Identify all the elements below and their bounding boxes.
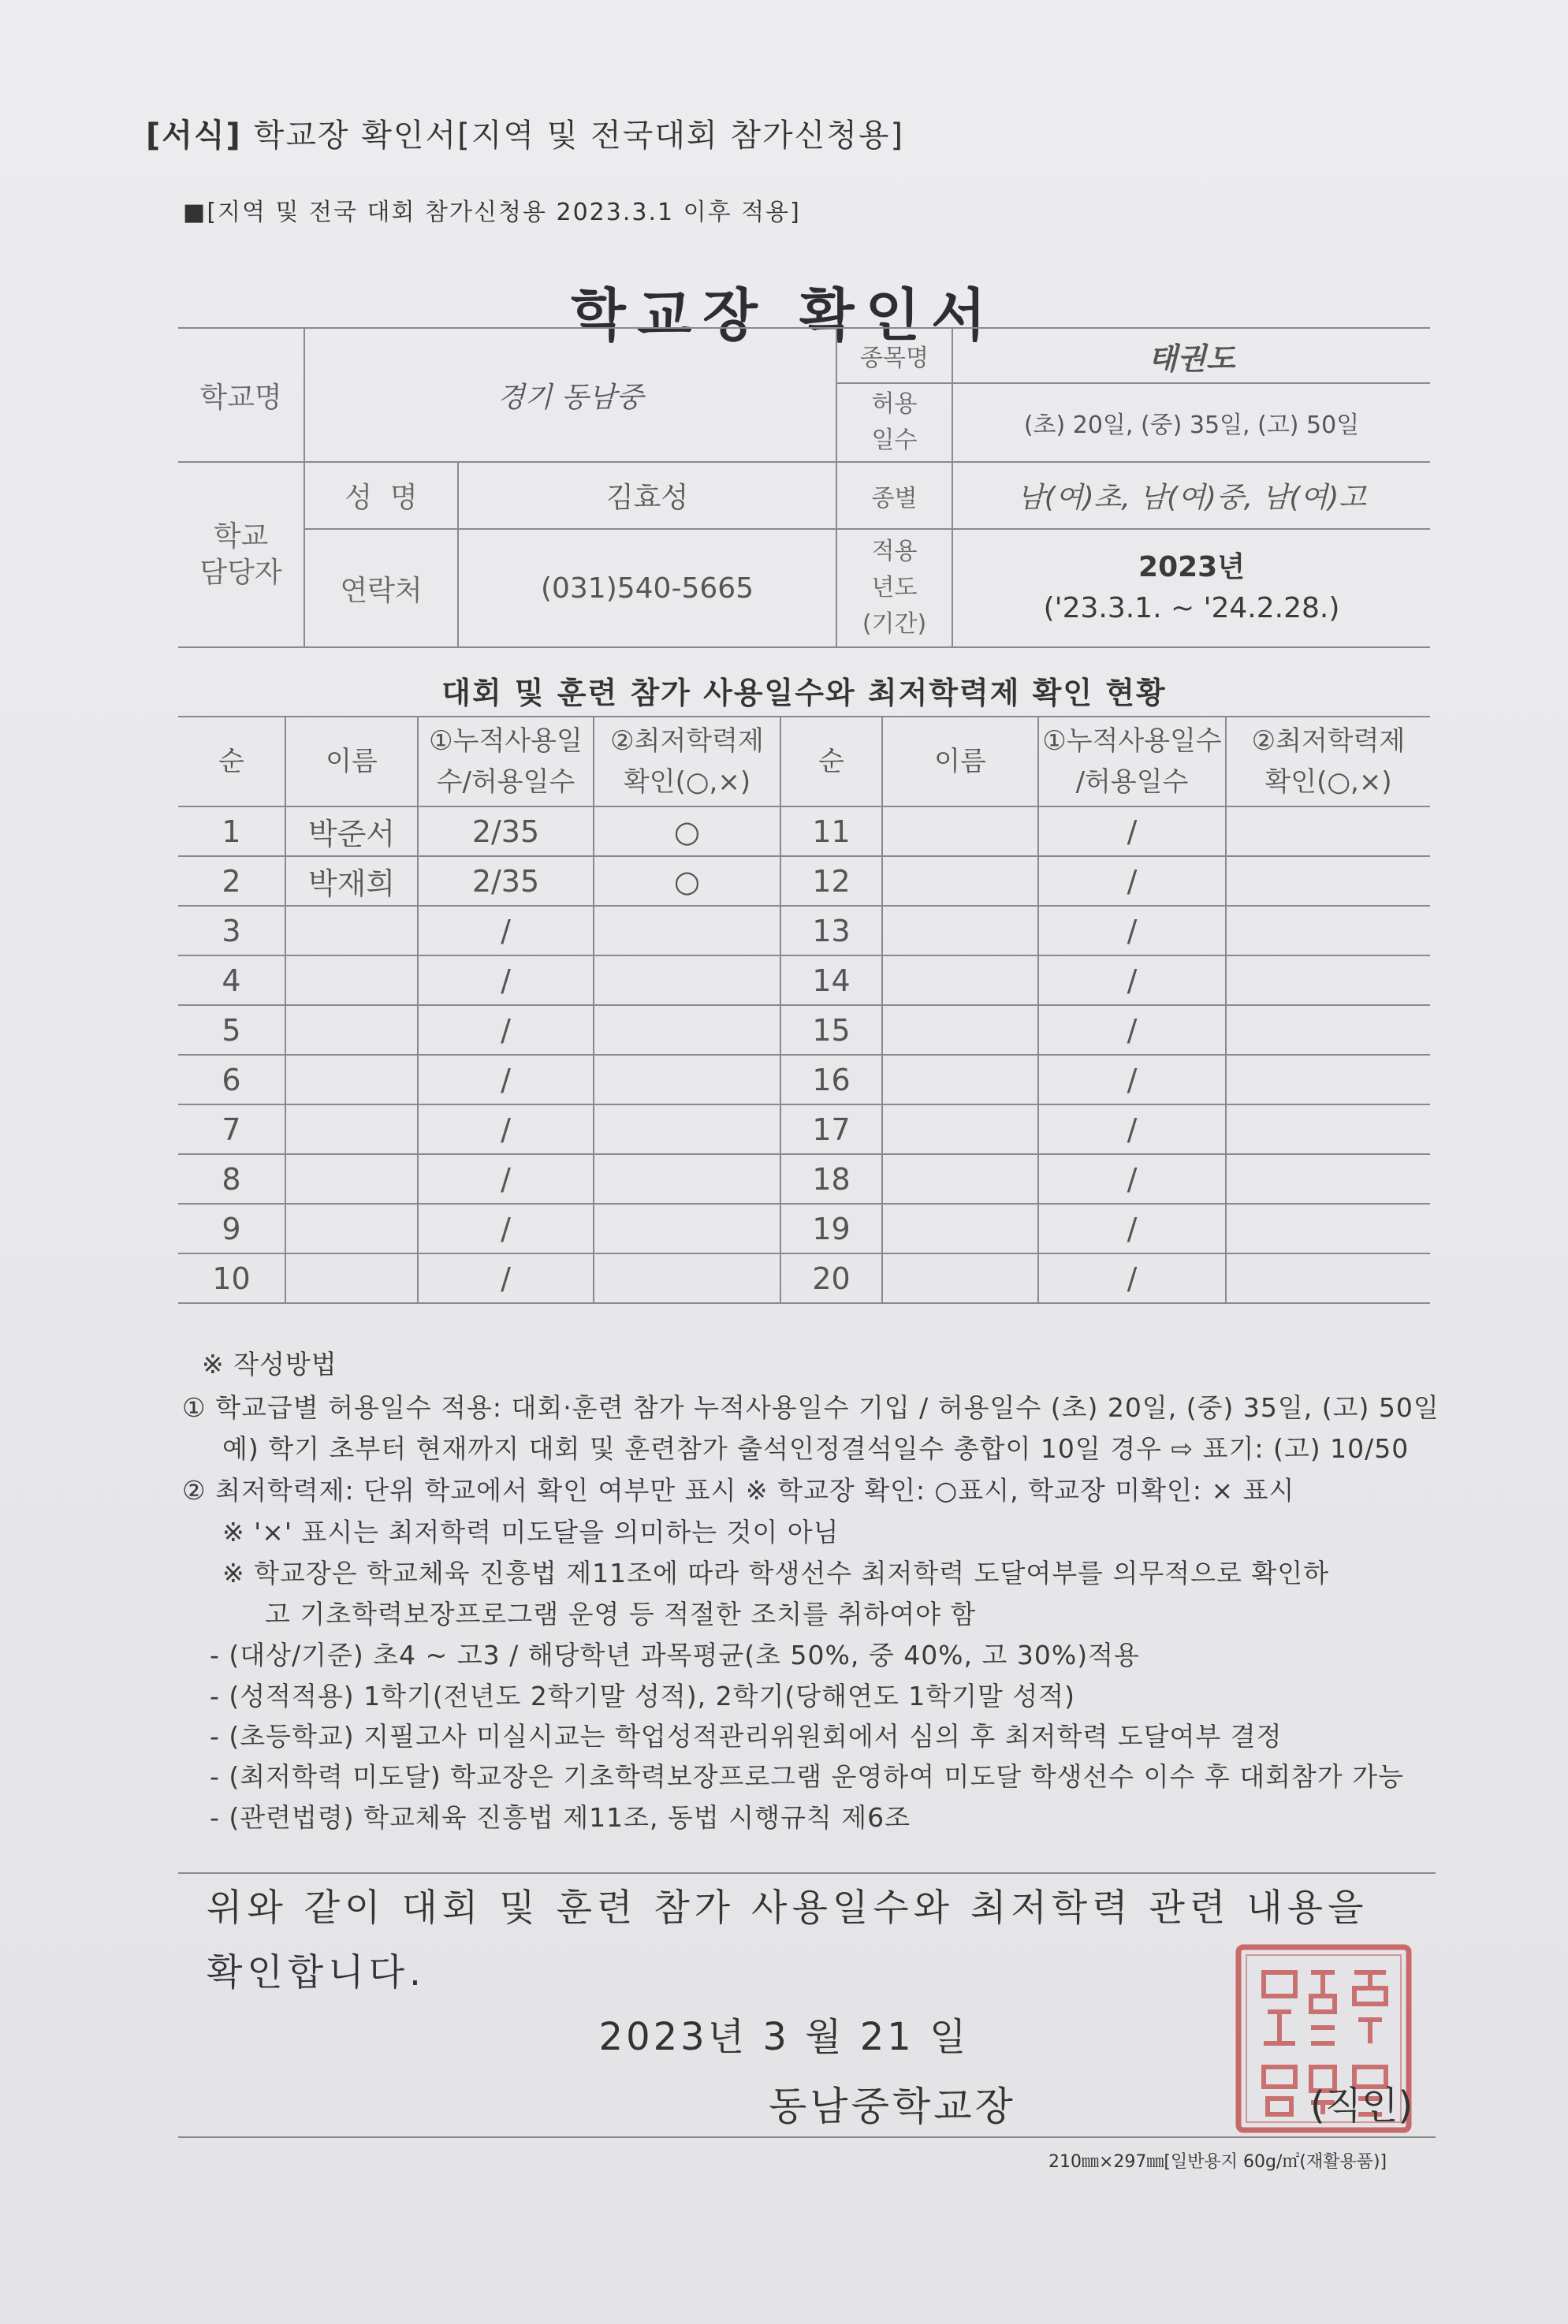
row-check bbox=[594, 906, 780, 955]
row-name bbox=[882, 955, 1038, 1005]
table-row bbox=[178, 1055, 1430, 1104]
row-days: / bbox=[1038, 1204, 1226, 1253]
row-no: 17 bbox=[780, 1104, 882, 1154]
status-table bbox=[178, 716, 1430, 1304]
signer: 동남중학교장 bbox=[769, 2084, 1016, 2129]
row-name bbox=[285, 1005, 418, 1055]
row-name bbox=[882, 1005, 1038, 1055]
table-row bbox=[178, 1154, 1430, 1204]
row-no: 11 bbox=[780, 806, 882, 856]
name-label: 성 명 bbox=[304, 462, 458, 529]
row-check bbox=[594, 955, 780, 1005]
sport-label: 종목명 bbox=[836, 328, 952, 383]
row-days: / bbox=[418, 1154, 594, 1204]
apply-year-value bbox=[952, 529, 1430, 647]
note-line: - (대상/기준) 초4 ~ 고3 / 해당학년 과목평균(초 50%, 중 40%, 고 30%)적용 bbox=[210, 1640, 1140, 1670]
note-line: ※ 학교장은 학교체육 진흥법 제11조에 따라 학생선수 최저학력 도달여부를 의무적으로 확인하 bbox=[222, 1558, 1330, 1588]
table-row bbox=[178, 806, 1430, 856]
row-days: / bbox=[418, 1204, 594, 1253]
row-check bbox=[594, 1055, 780, 1104]
row-no: 10 bbox=[178, 1253, 285, 1303]
gender-value: 남(여)초, 남(여)중, 남(여)고 bbox=[952, 462, 1430, 529]
paper-spec: 210㎜×297㎜[일반용지 60g/㎡(재활용품)] bbox=[1048, 2152, 1387, 2172]
note-line: ※ '×' 표시는 최저학력 미도달을 의미하는 것이 아님 bbox=[222, 1517, 840, 1547]
row-no: 16 bbox=[780, 1055, 882, 1104]
form-bracket: [서식] bbox=[146, 117, 242, 154]
note-line: 고 기초학력보장프로그램 운영 등 적절한 조치를 취하여야 함 bbox=[265, 1599, 977, 1629]
allowed-days-value: (초) 20일, (중) 35일, (고) 50일 bbox=[952, 383, 1430, 462]
col-days-left: ①누적사용일 수/허용일수 bbox=[418, 717, 594, 806]
row-name bbox=[882, 1154, 1038, 1204]
row-no: 13 bbox=[780, 906, 882, 955]
row-days: / bbox=[1038, 1253, 1226, 1303]
status-title: 대회 및 훈련 참가 사용일수와 최저학력제 확인 현황 bbox=[441, 676, 1167, 710]
row-check bbox=[594, 1204, 780, 1253]
contact-label: 연락처 bbox=[304, 529, 458, 647]
row-no: 3 bbox=[178, 906, 285, 955]
table-row bbox=[178, 1253, 1430, 1303]
row-check bbox=[594, 1154, 780, 1204]
row-check bbox=[1226, 1104, 1430, 1154]
row-days: / bbox=[418, 1253, 594, 1303]
form-title: 학교장 확인서[지역 및 전국대회 참가신청용] bbox=[253, 117, 905, 154]
row-days: / bbox=[1038, 1005, 1226, 1055]
col-no-left: 순 bbox=[178, 717, 285, 806]
contact-value: (031)540-5665 bbox=[458, 529, 836, 647]
manager-label: 학교 담당자 bbox=[178, 462, 304, 647]
row-no: 15 bbox=[780, 1005, 882, 1055]
row-no: 18 bbox=[780, 1154, 882, 1204]
confirm-date: 2023년 3 월 21 일 bbox=[598, 2015, 970, 2059]
row-name bbox=[285, 955, 418, 1005]
row-no: 12 bbox=[780, 856, 882, 906]
row-check: ○ bbox=[594, 856, 780, 906]
row-check bbox=[1226, 1055, 1430, 1104]
row-name bbox=[882, 906, 1038, 955]
row-no: 4 bbox=[178, 955, 285, 1005]
row-name bbox=[882, 806, 1038, 856]
note-line: ② 최저학력제: 단위 학교에서 확인 여부만 표시 ※ 학교장 확인: ○표시, 학교장 미확인: × 표시 bbox=[182, 1475, 1295, 1506]
col-no-right: 순 bbox=[780, 717, 882, 806]
row-check bbox=[1226, 806, 1430, 856]
note-line: 예) 학기 초부터 현재까지 대회 및 훈련참가 출석인정결석일수 총합이 10일 경우 ⇨ 표기: (고) 10/50 bbox=[222, 1433, 1410, 1464]
allowed-days-label: 허용 일수 bbox=[836, 383, 952, 462]
row-no: 2 bbox=[178, 856, 285, 906]
table-row bbox=[178, 856, 1430, 906]
row-check bbox=[1226, 1253, 1430, 1303]
row-no: 8 bbox=[178, 1154, 285, 1204]
name-value: 김효성 bbox=[458, 462, 836, 529]
row-no: 19 bbox=[780, 1204, 882, 1253]
row-days: / bbox=[418, 906, 594, 955]
table-row bbox=[178, 906, 1430, 955]
row-name bbox=[285, 1104, 418, 1154]
row-check bbox=[594, 1005, 780, 1055]
row-days: / bbox=[1038, 1154, 1226, 1204]
row-no: 1 bbox=[178, 806, 285, 856]
confirm-text: 위와 같이 대회 및 훈련 참가 사용일수와 최저학력 관련 내용을 확인합니다. bbox=[207, 1886, 1369, 1994]
note-line: - (관련법령) 학교체육 진흥법 제11조, 동법 시행규칙 제6조 bbox=[210, 1802, 911, 1833]
seal-note: (직인) bbox=[1310, 2084, 1413, 2128]
divider-top bbox=[178, 1872, 1436, 1874]
col-check-right: ②최저학력제 확인(○,×) bbox=[1226, 717, 1430, 806]
divider-bottom bbox=[178, 2136, 1436, 2138]
row-check bbox=[1226, 906, 1430, 955]
row-no: 20 bbox=[780, 1253, 882, 1303]
row-days: / bbox=[1038, 856, 1226, 906]
row-days: / bbox=[418, 1104, 594, 1154]
row-check bbox=[1226, 1154, 1430, 1204]
row-no: 9 bbox=[178, 1204, 285, 1253]
row-check bbox=[1226, 1204, 1430, 1253]
row-no: 7 bbox=[178, 1104, 285, 1154]
row-check bbox=[1226, 955, 1430, 1005]
table-row bbox=[178, 1204, 1430, 1253]
row-days: / bbox=[418, 955, 594, 1005]
row-name bbox=[882, 1104, 1038, 1154]
row-no: 5 bbox=[178, 1005, 285, 1055]
col-check-left: ②최저학력제 확인(○,×) bbox=[594, 717, 780, 806]
school-label: 학교명 bbox=[178, 328, 304, 462]
note-line: - (최저학력 미도달) 학교장은 기초학력보장프로그램 운영하여 미도달 학생선수 이수 후 대회참가 가능 bbox=[210, 1761, 1405, 1792]
info-table bbox=[178, 327, 1430, 648]
row-no: 14 bbox=[780, 955, 882, 1005]
row-days: / bbox=[1038, 806, 1226, 856]
school-value: 경기 동남중 bbox=[304, 328, 836, 462]
row-name bbox=[285, 1154, 418, 1204]
row-days: / bbox=[1038, 1055, 1226, 1104]
row-name bbox=[285, 1204, 418, 1253]
document-title: 학교장 확인서 bbox=[571, 282, 997, 348]
note-line: ① 학교급별 허용일수 적용: 대회·훈련 참가 누적사용일수 기입 / 허용일수 (초) 20일, (중) 35일, (고) 50일 bbox=[182, 1392, 1440, 1423]
row-days: 2/35 bbox=[418, 856, 594, 906]
note-line: - (성적적용) 1학기(전년도 2학기말 성적), 2학기(당해연도 1학기말 성적) bbox=[210, 1681, 1076, 1711]
row-days: 2/35 bbox=[418, 806, 594, 856]
row-name bbox=[882, 856, 1038, 906]
row-check bbox=[1226, 856, 1430, 906]
table-row bbox=[178, 1005, 1430, 1055]
table-row bbox=[178, 955, 1430, 1005]
row-days: / bbox=[1038, 955, 1226, 1005]
form-tag bbox=[146, 110, 904, 155]
col-days-right: ①누적사용일수 /허용일수 bbox=[1038, 717, 1226, 806]
gender-label: 종별 bbox=[836, 462, 952, 529]
row-name: 박재희 bbox=[285, 856, 418, 906]
row-days: / bbox=[1038, 1104, 1226, 1154]
row-days: / bbox=[1038, 906, 1226, 955]
row-days: / bbox=[418, 1005, 594, 1055]
row-check bbox=[594, 1104, 780, 1154]
row-name bbox=[882, 1253, 1038, 1303]
row-name bbox=[882, 1204, 1038, 1253]
row-no: 6 bbox=[178, 1055, 285, 1104]
row-name bbox=[285, 906, 418, 955]
col-name-right: 이름 bbox=[882, 717, 1038, 806]
apply-year: 2023년 bbox=[1138, 551, 1245, 583]
row-name: 박준서 bbox=[285, 806, 418, 856]
row-check bbox=[594, 1253, 780, 1303]
apply-year-label: 적용 년도 (기간) bbox=[836, 529, 952, 647]
row-days: / bbox=[418, 1055, 594, 1104]
row-check: ○ bbox=[594, 806, 780, 856]
row-name bbox=[882, 1055, 1038, 1104]
apply-period: ('23.3.1. ~ '24.2.28.) bbox=[1043, 592, 1340, 624]
row-check bbox=[1226, 1005, 1430, 1055]
row-name bbox=[285, 1253, 418, 1303]
table-row bbox=[178, 1104, 1430, 1154]
apply-note: ■[지역 및 전국 대회 참가신청용 2023.3.1 이후 적용] bbox=[183, 199, 801, 226]
note-line: ※ 작성방법 bbox=[202, 1349, 337, 1380]
status-header-row bbox=[178, 717, 1430, 806]
col-name-left: 이름 bbox=[285, 717, 418, 806]
row-name bbox=[285, 1055, 418, 1104]
note-line: - (초등학교) 지필고사 미실시교는 학업성적관리위원회에서 심의 후 최저학력 도달여부 결정 bbox=[210, 1721, 1283, 1752]
sport-value: 태권도 bbox=[952, 328, 1430, 383]
